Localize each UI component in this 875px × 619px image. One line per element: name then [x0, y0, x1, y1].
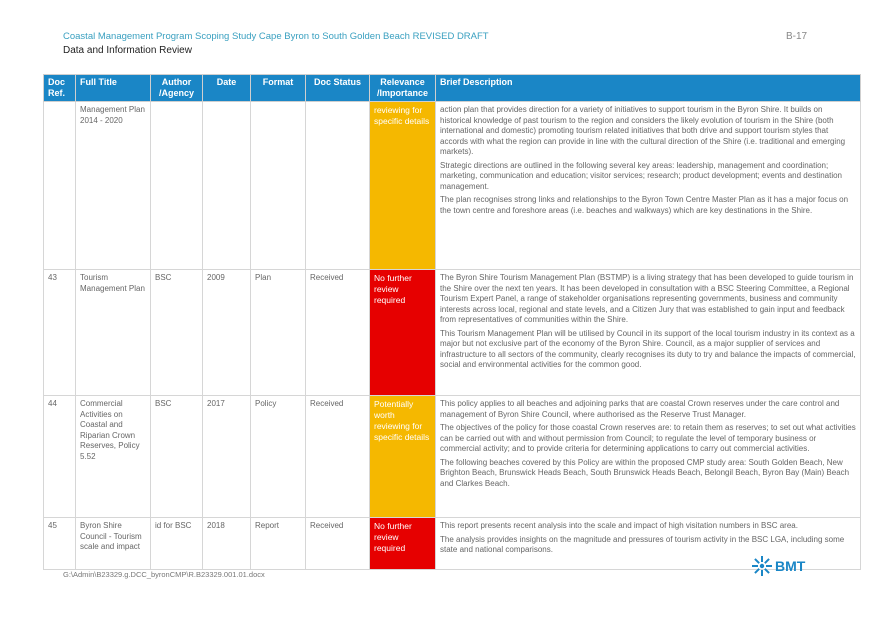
cell-date [203, 102, 251, 270]
description-paragraph: The following beaches covered by this Policy are within the proposed CMP study area: South Golden Beach, New Brighton Beach, Brunswick Heads Beach, South Brunswick Heads Beach, Belongil Beach, Byron Bay (Main) Beach and Clarkes Beach. [440, 457, 850, 488]
file-path: G:\Admin\B23329.g.DCC_byronCMP\R.B23329.001.01.docx [63, 570, 265, 579]
cell-description [436, 270, 861, 396]
cell-author [151, 102, 203, 270]
cell-title: Tourism Management Plan [76, 270, 151, 396]
table-row [44, 102, 861, 270]
cell-date: 2017 [203, 396, 251, 518]
col-format: Format [251, 75, 306, 102]
description-paragraph: The objectives of the policy for those coastal Crown reserves are: to retain them as reserves; to set out what activities can be carried out with and without permission from Council; to regulate the level of temporary business or commercial activity; and to provide criteria for determining applications to carry out commercial activities. [440, 423, 856, 453]
cell-author: BSC [151, 396, 203, 518]
description-paragraph: The Byron Shire Tourism Management Plan (BSTMP) is a living strategy that has been developed to guide tourism in the Shire over the next ten years. It has been developed in consultation with a BSC Steering Committee, a Regional Tourism Expert Panel, a range of stakeholder organisations representing governments, business and community interests across local, regional and state levels, and a Citizen Jury that was established to gain input and feedback from representatives of communities within the Shire. [440, 273, 854, 324]
col-date: Date [203, 75, 251, 102]
cell-status: Received [306, 270, 370, 396]
col-brief-description: Brief Description [436, 75, 861, 102]
cell-title: Commercial Activities on Coastal and Riparian Crown Reserves, Policy 5.52 [76, 396, 151, 518]
cell-status: Received [306, 396, 370, 518]
bmt-logo [751, 555, 805, 577]
cell-title: Byron Shire Council - Tourism scale and impact [76, 518, 151, 570]
cell-status: Received [306, 518, 370, 570]
description-paragraph: Strategic directions are outlined in the following several key areas: leadership, management and coordination; marketing, communication and education; visitor services; research; product development; events and destination management. [440, 160, 842, 191]
cell-format: Policy [251, 396, 306, 518]
cell-relevance: No further review required [370, 270, 436, 396]
description-paragraph: action plan that provides direction for a variety of initiatives to support tourism in the Byron Shire. It builds on historical knowledge of past tourism to the region and considers the likely evolution of tourism in the Shire (both international and domestic) promoting tourism related initiatives that both drive and support tourism styles that accords with what the region can provide in line with the cultural direction of the Shire (i.e. traditional and emerging markets). [440, 105, 846, 156]
col-full-title: Full Title [76, 75, 151, 102]
description-paragraph: The plan recognises strong links and relationships to the Byron Town Centre Master Plan as it has a major focus on the town centre and foreshore areas (i.e. beaches and walkways) which are key destinations in the Shire. [440, 195, 849, 215]
cell-description [436, 102, 861, 270]
cell-format: Plan [251, 270, 306, 396]
cell-status [306, 102, 370, 270]
cell-relevance: reviewing for specific details [370, 102, 436, 270]
cell-author: id for BSC [151, 518, 203, 570]
cell-description [436, 396, 861, 518]
data-review-table [43, 74, 861, 570]
bmt-logo-icon [751, 555, 773, 577]
table-row [44, 518, 861, 570]
cell-format [251, 102, 306, 270]
bmt-logo-text: BMT [775, 558, 806, 574]
col-author: Author /Agency [151, 75, 203, 102]
cell-title: Management Plan 2014 - 2020 [76, 102, 151, 270]
cell-ref: 45 [44, 518, 76, 570]
table-row [44, 396, 861, 518]
table-row [44, 270, 861, 396]
page-number: B-17 [786, 31, 808, 42]
cell-format: Report [251, 518, 306, 570]
cell-ref: 44 [44, 396, 76, 518]
table-header-row [44, 75, 861, 102]
section-title: Data and Information Review [63, 45, 192, 56]
cell-date: 2009 [203, 270, 251, 396]
cell-relevance: Potentially worth reviewing for specific details [370, 396, 436, 518]
description-paragraph: This policy applies to all beaches and adjoining parks that are coastal Crown reserves under the care control and management of Byron Shire Council, where authorised as the Reserve Trust Manager. [440, 399, 840, 419]
cell-author: BSC [151, 270, 203, 396]
cell-ref [44, 102, 76, 270]
col-relevance: Relevance /Importance [370, 75, 436, 102]
cell-relevance: No further review required [370, 518, 436, 570]
description-paragraph: The analysis provides insights on the magnitude and pressures of tourism activity in the BSC LGA, including some state and national comparisons. [440, 534, 845, 554]
col-doc-ref: Doc Ref. [44, 75, 76, 102]
document-title: Coastal Management Program Scoping Study Cape Byron to South Golden Beach REVISED DRAFT [63, 31, 489, 42]
description-paragraph: This report presents recent analysis into the scale and impact of high visitation numbers in BSC area. [440, 521, 798, 530]
description-paragraph: This Tourism Management Plan will be utilised by Council in its support of the local tourism industry in its context as a major but not exclusive part of the economy of the Byron Shire. Council, as a major supplier of services and infrastructure to all sectors of the community, clearly recognises its duty to try and balance the impacts of commercial, social and environmental activities for the common good. [440, 328, 856, 369]
cell-date: 2018 [203, 518, 251, 570]
col-doc-status: Doc Status [306, 75, 370, 102]
cell-ref: 43 [44, 270, 76, 396]
